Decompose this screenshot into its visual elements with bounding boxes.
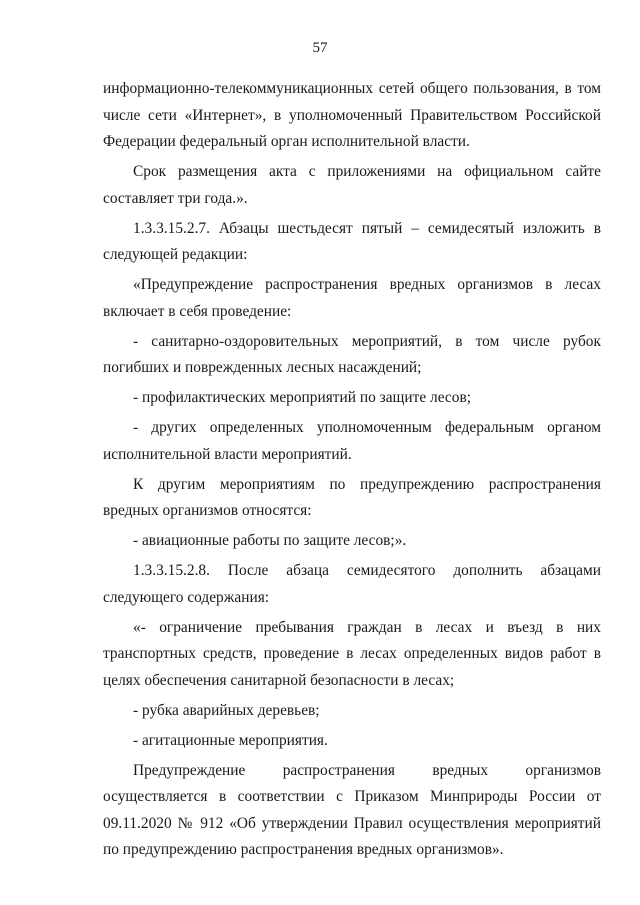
document-body bbox=[103, 76, 601, 867]
paragraph-other-measures-include: К другим мероприятиям по предупреждению распространения вредных организмов относятся: bbox=[103, 475, 601, 519]
paragraph-prevention-includes: «Предупреждение распространения вредных организмов в лесах включает в себя проведение: bbox=[103, 276, 601, 320]
paragraph-publication-term: Срок размещения акта с приложениями на официальном сайте составляет три года.». bbox=[103, 163, 601, 207]
list-item-awareness-measures: - агитационные мероприятия. bbox=[133, 731, 328, 749]
paragraph-network-continuation: информационно-телекоммуникационных сетей общего пользования, в том числе сети «Интернет», в уполномоченный Правительством Российской Федерации федеральный орган исполнительной власти. bbox=[103, 80, 601, 150]
list-item-restriction-of-stay: «- ограничение пребывания граждан в лесах и въезд в них транспортных средств, проведение в лесах определенных видов работ в целях обеспечения санитарной безопасности в лесах; bbox=[103, 618, 601, 689]
list-item-other-measures: - других определенных уполномоченным федеральным органом исполнительной власти мероприятий. bbox=[103, 419, 601, 463]
list-item-sanitary-measures: - санитарно-оздоровительных мероприятий, в том числе рубок погибших и поврежденных лесных насаждений; bbox=[103, 332, 601, 376]
paragraph-order-reference: Предупреждение распространения вредных организмов осуществляется в соответствии с Приказом Минприроды России от 09.11.2020 № 912 «Об утверждении Правил осуществления мероприятий по предупреждению распространения вредных организмов». bbox=[103, 761, 601, 858]
page-number: 57 bbox=[312, 40, 328, 56]
list-item-preventive-measures: - профилактических мероприятий по защите лесов; bbox=[133, 389, 472, 406]
list-item-aviation-works: - авиационные работы по защите лесов;». bbox=[133, 532, 407, 549]
paragraph-item-1-3-3-15-2-8: 1.3.3.15.2.8. После абзаца семидесятого дополнить абзацами следующего содержания: bbox=[103, 562, 601, 606]
list-item-emergency-tree-felling: - рубка аварийных деревьев; bbox=[133, 701, 320, 719]
paragraph-item-1-3-3-15-2-7: 1.3.3.15.2.7. Абзацы шестьдесят пятый – семидесятый изложить в следующей редакции: bbox=[103, 219, 601, 263]
